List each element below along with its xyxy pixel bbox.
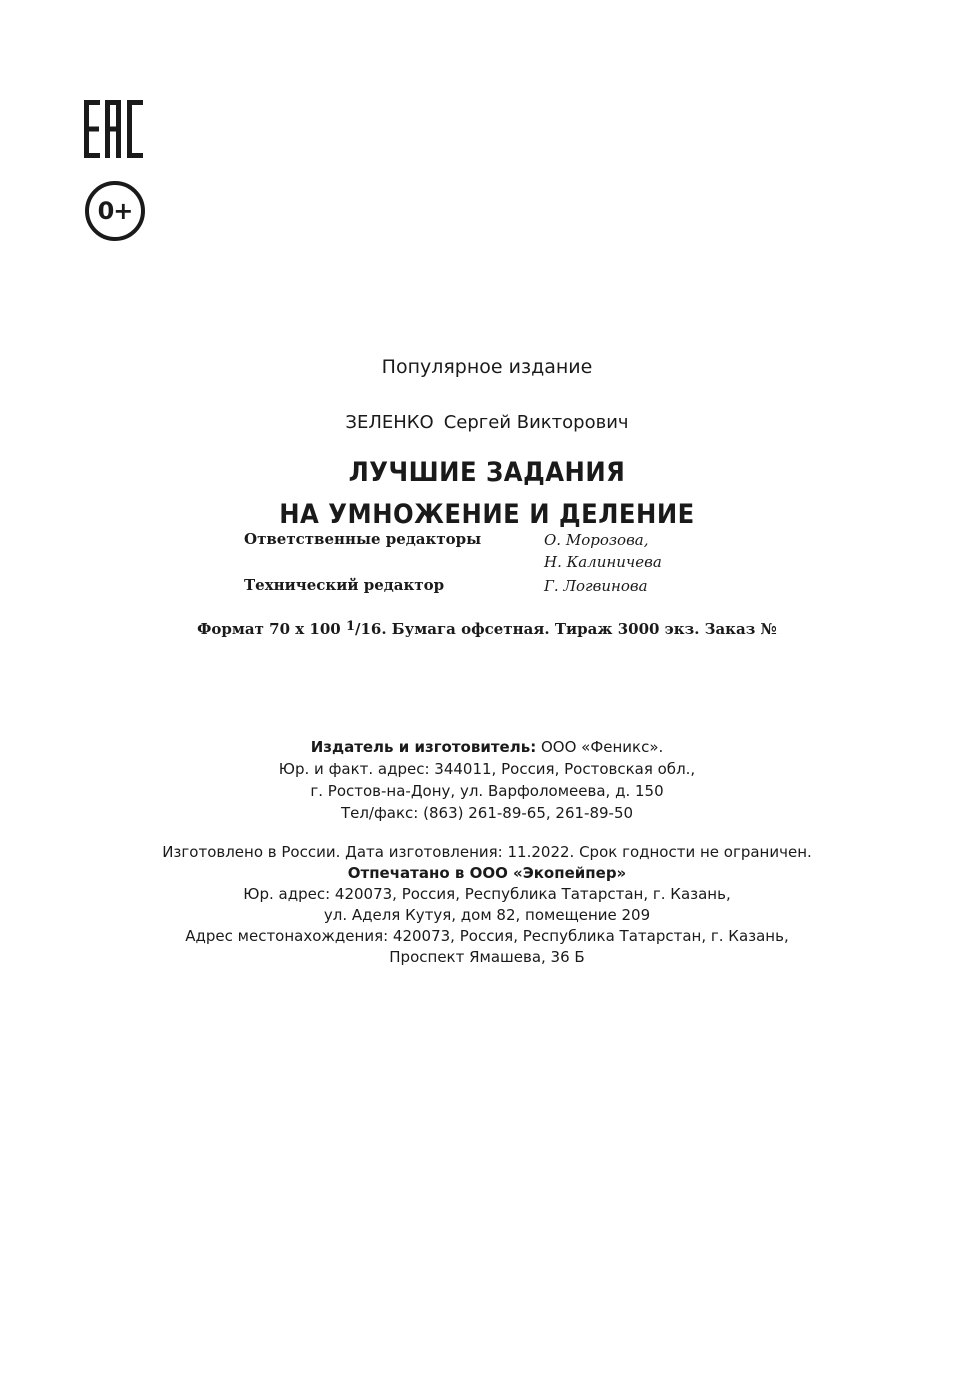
- certification-marks: [84, 100, 148, 225]
- printer-line-3: Юр. адрес: 420073, Россия, Республика Татарстан, г. Казань,: [243, 885, 731, 903]
- printer-line-4: ул. Аделя Кутуя, дом 82, помещение 209: [323, 906, 651, 924]
- author-given-names: Сергей Викторович: [443, 412, 629, 433]
- print-format-line: [0, 620, 974, 638]
- book-title-line-2: НА УМНОЖЕНИЕ И ДЕЛЕНИЕ: [279, 499, 695, 530]
- format-suffix: /16. Бумага офсетная. Тираж 3000 экз. Заказ №: [355, 620, 777, 638]
- publisher-name: ООО «Феникс».: [536, 738, 664, 756]
- format-fraction-numerator: 1: [345, 619, 355, 634]
- responsible-editors-role: Ответственные редакторы: [244, 530, 482, 548]
- printer-line-2: Отпечатано в ООО «Экопейпер»: [347, 864, 627, 882]
- publisher-info: [0, 736, 974, 824]
- technical-editor-role: Технический редактор: [244, 576, 445, 594]
- printer-line-1: Изготовлено в России. Дата изготовления: 11.2022. Срок годности не ограничен.: [162, 843, 812, 861]
- printer-line-6: Проспект Ямашева, 36 Б: [389, 948, 585, 966]
- book-title: [0, 452, 974, 536]
- series-label: Популярное издание: [381, 356, 593, 378]
- format-prefix: Формат 70 x 100: [197, 620, 346, 638]
- eac-logo-icon: [84, 100, 144, 158]
- age-rating-text: 0+: [97, 197, 133, 225]
- responsible-editor-2: Н. Калиничева: [544, 553, 662, 571]
- publisher-line-2: Юр. и факт. адрес: 344011, Россия, Ростовская обл.,: [278, 760, 696, 778]
- technical-editor: Г. Логвинова: [544, 577, 648, 595]
- publisher-line-4: Тел/факс: (863) 261-89-65, 261-89-50: [340, 804, 634, 822]
- printer-info: [0, 842, 974, 968]
- publisher-label: Издатель и изготовитель:: [310, 738, 537, 756]
- author-name: [0, 412, 974, 433]
- publisher-line-1: [0, 736, 974, 758]
- age-rating-badge: [84, 180, 146, 242]
- author-surname: ЗЕЛЕНКО: [345, 412, 434, 433]
- responsible-editor-1: О. Морозова,: [544, 531, 649, 549]
- publisher-line-3: г. Ростов-на-Дону, ул. Варфоломеева, д. 150: [310, 782, 664, 800]
- printer-line-5: Адрес местонахождения: 420073, Россия, Республика Татарстан, г. Казань,: [185, 927, 789, 945]
- book-title-line-1: ЛУЧШИЕ ЗАДАНИЯ: [348, 457, 626, 488]
